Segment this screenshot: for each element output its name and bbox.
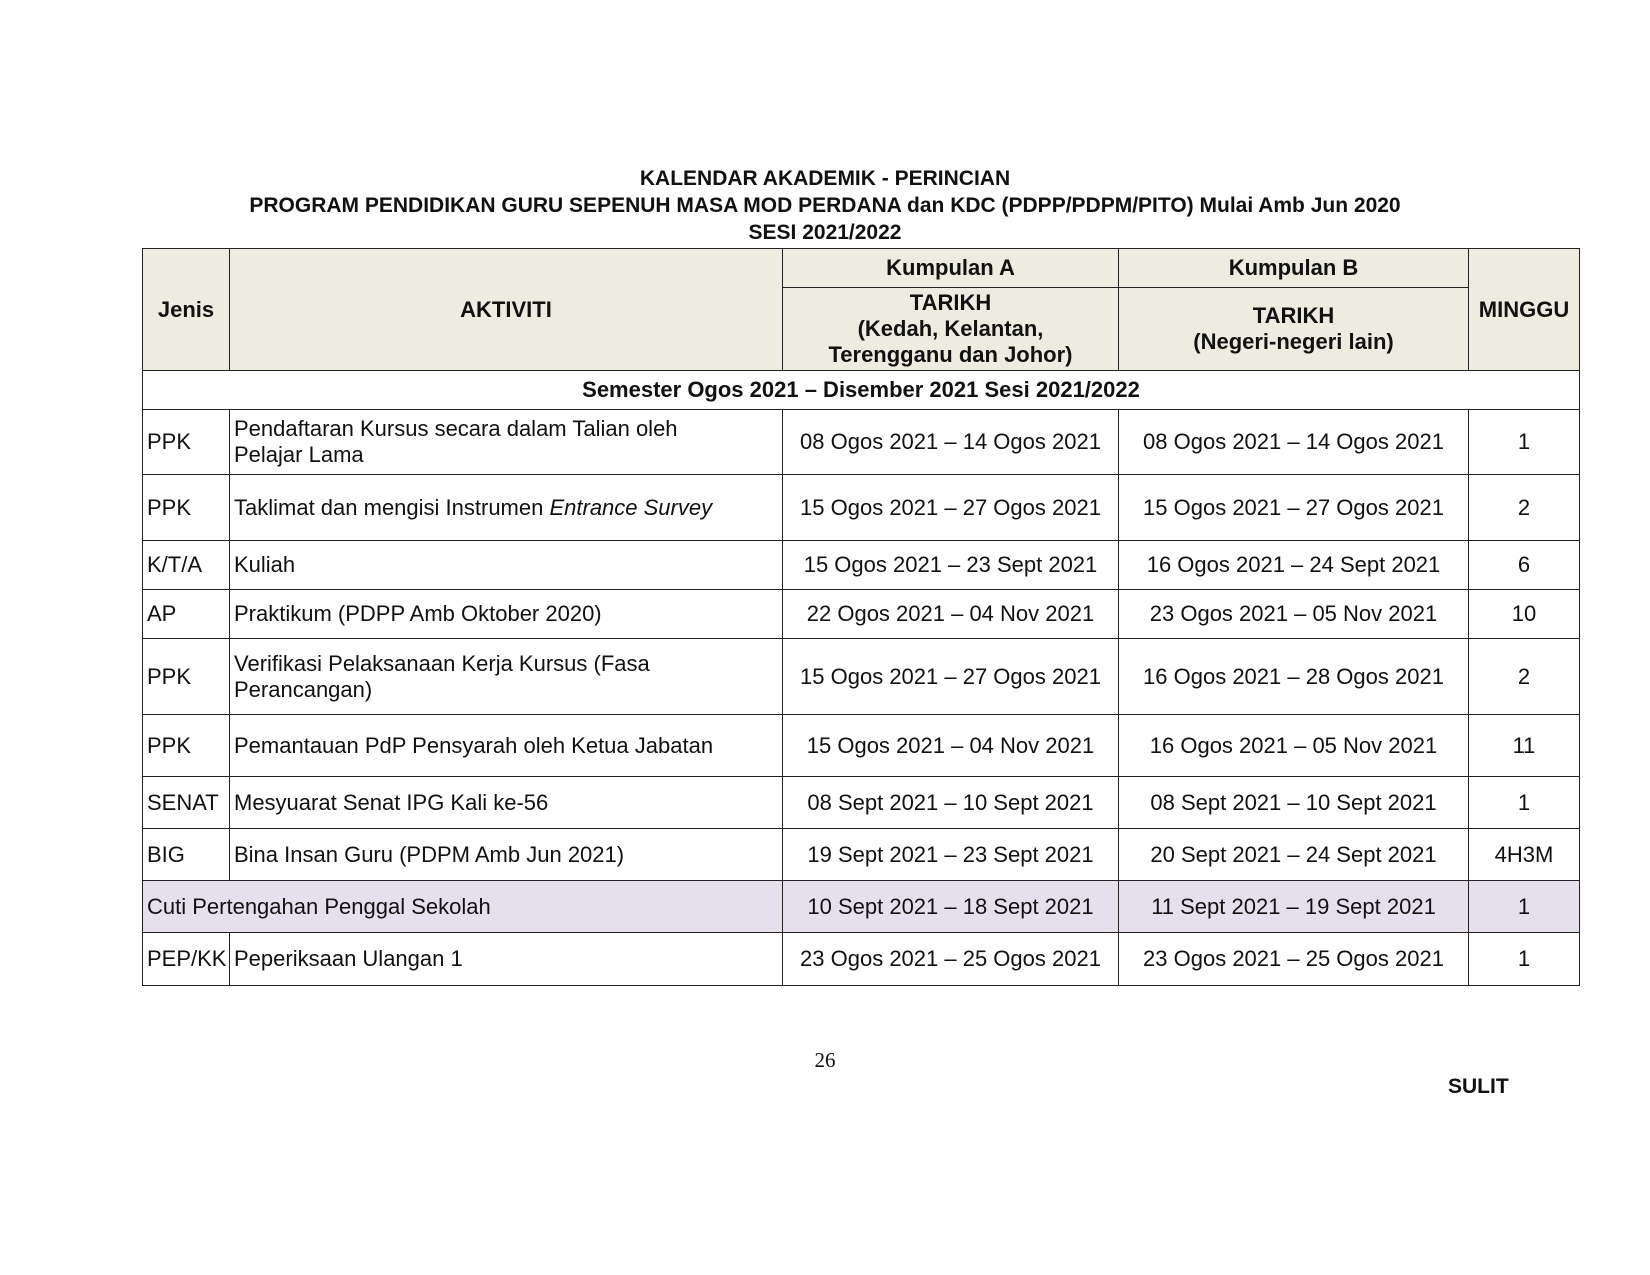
minggu-cell: 6 [1469,541,1580,590]
aktiviti-cell: Pendaftaran Kursus secara dalam Talian oleh Pelajar Lama [230,410,783,475]
table-row [143,639,1580,715]
date-b-cell: 23 Ogos 2021 – 05 Nov 2021 [1119,590,1469,639]
date-b-cell: 16 Ogos 2021 – 24 Sept 2021 [1119,541,1469,590]
document-title-block [0,165,1650,246]
date-b-cell: 16 Ogos 2021 – 28 Ogos 2021 [1119,639,1469,715]
tarikh-a-states-1: (Kedah, Kelantan, [857,316,1044,341]
jenis-cell: PPK [143,715,230,777]
date-a-cell: 15 Ogos 2021 – 27 Ogos 2021 [783,475,1119,541]
table-row [143,933,1580,986]
date-b-cell: 16 Ogos 2021 – 05 Nov 2021 [1119,715,1469,777]
date-a-cell: 22 Ogos 2021 – 04 Nov 2021 [783,590,1119,639]
minggu-cell: 1 [1469,777,1580,829]
tarikh-a-states-2: Terengganu dan Johor) [828,342,1073,367]
date-a-cell: 15 Ogos 2021 – 04 Nov 2021 [783,715,1119,777]
minggu-cell: 1 [1469,881,1580,933]
table-row [143,475,1580,541]
date-b-cell: 11 Sept 2021 – 19 Sept 2021 [1119,881,1469,933]
title-line-2: PROGRAM PENDIDIKAN GURU SEPENUH MASA MOD PERDANA dan KDC (PDPP/PDPM/PITO) Mulai Amb Jun 2020 [249,194,1401,217]
semester-row [143,371,1580,410]
academic-calendar-table [142,248,1580,986]
table-row [143,777,1580,829]
aktiviti-cell: Bina Insan Guru (PDPM Amb Jun 2021) [230,829,783,881]
aktiviti-cell: Kuliah [230,541,783,590]
jenis-cell: SENAT [143,777,230,829]
aktiviti-cell: Peperiksaan Ulangan 1 [230,933,783,986]
date-a-cell: 15 Ogos 2021 – 23 Sept 2021 [783,541,1119,590]
date-b-cell: 23 Ogos 2021 – 25 Ogos 2021 [1119,933,1469,986]
title-line-1: KALENDAR AKADEMIK - PERINCIAN [639,167,1011,190]
holiday-row [143,881,1580,933]
col-header-jenis: Jenis [143,249,230,371]
table-row [143,590,1580,639]
date-a-cell: 08 Sept 2021 – 10 Sept 2021 [783,777,1119,829]
aktiviti-cell: Pemantauan PdP Pensyarah oleh Ketua Jabatan [230,715,783,777]
date-a-cell: 10 Sept 2021 – 18 Sept 2021 [783,881,1119,933]
date-b-cell: 08 Sept 2021 – 10 Sept 2021 [1119,777,1469,829]
table-row [143,715,1580,777]
date-a-cell: 08 Ogos 2021 – 14 Ogos 2021 [783,410,1119,475]
col-header-aktiviti: AKTIVITI [230,249,783,371]
date-b-cell: 20 Sept 2021 – 24 Sept 2021 [1119,829,1469,881]
header-row-1 [143,249,1580,288]
minggu-cell: 4H3M [1469,829,1580,881]
tarikh-b-states: (Negeri-negeri lain) [1193,329,1394,354]
group-header-a: Kumpulan A [783,249,1119,288]
minggu-cell: 11 [1469,715,1580,777]
group-header-b: Kumpulan B [1119,249,1469,288]
table-row [143,829,1580,881]
jenis-cell: PPK [143,410,230,475]
tarikh-b-label: TARIKH [1252,303,1335,328]
classification-label: SULIT [1448,1075,1509,1098]
aktiviti-cell: Verifikasi Pelaksanaan Kerja Kursus (Fasa Perancangan) [230,639,783,715]
col-header-minggu: MINGGU [1469,249,1580,371]
minggu-cell: 10 [1469,590,1580,639]
minggu-cell: 1 [1469,410,1580,475]
aktiviti-cell: Taklimat dan mengisi Instrumen Entrance Survey [230,475,783,541]
page-number: 26 [814,1048,836,1072]
date-a-cell: 19 Sept 2021 – 23 Sept 2021 [783,829,1119,881]
minggu-cell: 2 [1469,639,1580,715]
jenis-cell: PPK [143,475,230,541]
title-line-3: SESI 2021/2022 [748,221,902,244]
holiday-label: Cuti Pertengahan Penggal Sekolah [143,881,783,933]
date-b-cell: 08 Ogos 2021 – 14 Ogos 2021 [1119,410,1469,475]
col-header-tarikh-b [1119,288,1469,371]
aktiviti-cell: Mesyuarat Senat IPG Kali ke-56 [230,777,783,829]
table-row [143,541,1580,590]
col-header-tarikh-a [783,288,1119,371]
date-a-cell: 23 Ogos 2021 – 25 Ogos 2021 [783,933,1119,986]
semester-label: Semester Ogos 2021 – Disember 2021 Sesi 2021/2022 [143,371,1580,410]
minggu-cell: 1 [1469,933,1580,986]
aktiviti-cell: Praktikum (PDPP Amb Oktober 2020) [230,590,783,639]
jenis-cell: BIG [143,829,230,881]
table-row [143,410,1580,475]
date-b-cell: 15 Ogos 2021 – 27 Ogos 2021 [1119,475,1469,541]
jenis-cell: AP [143,590,230,639]
date-a-cell: 15 Ogos 2021 – 27 Ogos 2021 [783,639,1119,715]
jenis-cell: K/T/A [143,541,230,590]
minggu-cell: 2 [1469,475,1580,541]
tarikh-a-label: TARIKH [909,290,992,315]
jenis-cell: PPK [143,639,230,715]
jenis-cell: PEP/KK [143,933,230,986]
